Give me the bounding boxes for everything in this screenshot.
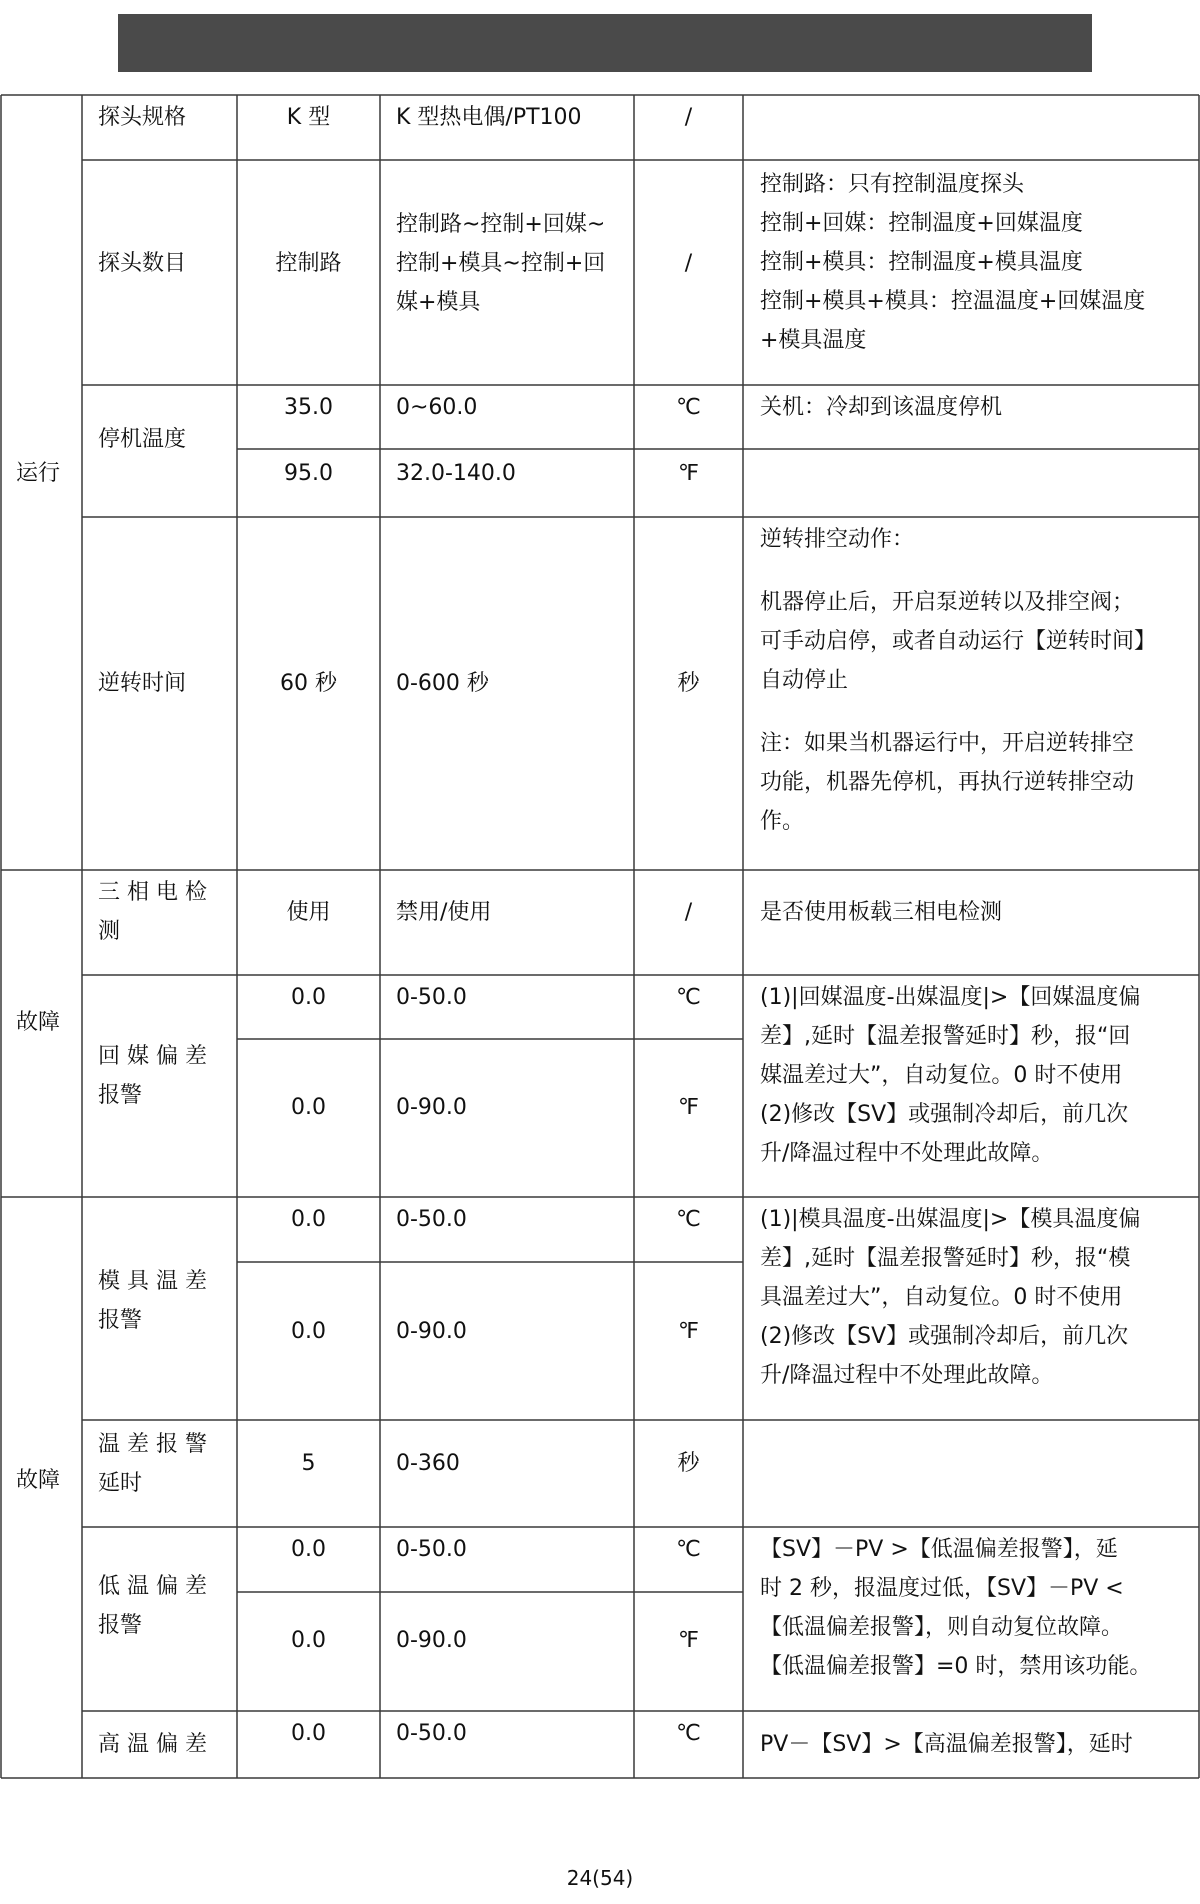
row-default: K 型: [286, 105, 331, 130]
row-default-celsius: 0.0: [291, 1721, 326, 1746]
row-unit-celsius: ℃: [676, 1721, 701, 1746]
row-name: 三 相 电 检 测: [98, 880, 207, 944]
row-default: 控制路: [275, 251, 342, 276]
row-unit: /: [684, 105, 693, 130]
row-unit: /: [684, 900, 693, 925]
row-description: 是否使用板载三相电检测: [760, 900, 1003, 925]
row-description: 逆转排空动作： 机器停止后，开启泵逆转以及排空阀； 可手动启停，或者自动运行【逆转时间】 自动停止 注：如果当机器运行中，开启逆转排空 功能，机器先停机，再执行逆转排空动 作。: [760, 527, 1157, 834]
row-name: 温 差 报 警 延时: [98, 1432, 207, 1496]
row-description: 关机：冷却到该温度停机: [760, 395, 1003, 420]
row-unit: 秒: [677, 1451, 700, 1476]
row-range: 控制路~控制+回媒~ 控制+模具~控制+回 媒+模具: [396, 212, 606, 315]
row-range: 0-600 秒: [396, 671, 489, 696]
row-range-fahrenheit: 0-90.0: [396, 1095, 467, 1120]
row-unit: 秒: [677, 671, 700, 696]
row-name: 停机温度: [98, 427, 187, 452]
row-description: PV－【SV】>【高温偏差报警】，延时: [760, 1732, 1133, 1757]
row-name: 探头数目: [98, 251, 187, 276]
row-range-fahrenheit: 0-90.0: [396, 1628, 467, 1653]
row-default: 5: [301, 1451, 316, 1476]
page-number: 24(54): [566, 1866, 634, 1890]
row-default-celsius: 35.0: [284, 395, 333, 420]
row-default-fahrenheit: 95.0: [284, 461, 333, 486]
row-default-celsius: 0.0: [291, 1537, 326, 1562]
row-range-celsius: 0-50.0: [396, 1537, 467, 1562]
row-unit-celsius: ℃: [676, 985, 701, 1010]
row-default: 60 秒: [280, 671, 337, 696]
row-range-celsius: 0-50.0: [396, 985, 467, 1010]
row-default-celsius: 0.0: [291, 985, 326, 1010]
row-default-celsius: 0.0: [291, 1207, 326, 1232]
row-name: 模 具 温 差 报警: [98, 1269, 207, 1333]
row-default-fahrenheit: 0.0: [291, 1628, 326, 1653]
row-range: 禁用/使用: [396, 900, 492, 925]
row-unit-celsius: ℃: [676, 1537, 701, 1562]
row-range-fahrenheit: 0-90.0: [396, 1319, 467, 1344]
row-unit: /: [684, 251, 693, 276]
row-default-fahrenheit: 0.0: [291, 1319, 326, 1344]
row-unit-celsius: ℃: [676, 395, 701, 420]
row-range-celsius: 0-50.0: [396, 1721, 467, 1746]
row-name: 高 温 偏 差: [98, 1732, 207, 1757]
row-name: 回 媒 偏 差 报警: [98, 1044, 207, 1108]
row-description: 【SV】－PV >【低温偏差报警】，延 时 2 秒，报温度过低，【SV】－PV < 【低温偏差报警】，则自动复位故障。 【低温偏差报警】=0 时，禁用该功能。: [760, 1537, 1152, 1679]
group-run: 运行: [16, 461, 61, 486]
row-range-celsius: 0-50.0: [396, 1207, 467, 1232]
group-fault-1: 故障: [16, 1010, 61, 1035]
group-fault-2: 故障: [16, 1468, 61, 1493]
row-name: 低 温 偏 差 报警: [98, 1574, 207, 1638]
row-name: 探头规格: [98, 105, 187, 130]
row-range-fahrenheit: 32.0-140.0: [396, 461, 516, 486]
row-description: 控制路：只有控制温度探头 控制+回媒：控制温度+回媒温度 控制+模具：控制温度+模具温度 控制+模具+模具：控温温度+回媒温度 +模具温度: [760, 172, 1146, 353]
row-unit-fahrenheit: ℉: [678, 1628, 699, 1653]
row-description: (1)|模具温度-出媒温度|>【模具温度偏 差】,延时【温差报警延时】秒，报“模 具温差过大”，自动复位。0 时不使用 (2)修改【SV】或强制冷却后，前几次 升/降温过程中不处理此故障。: [760, 1207, 1141, 1388]
row-name: 逆转时间: [98, 671, 187, 696]
row-range: K 型热电偶/PT100: [396, 105, 582, 130]
row-range: 0-360: [396, 1451, 460, 1476]
row-default: 使用: [286, 900, 331, 925]
row-unit-fahrenheit: ℉: [678, 1319, 699, 1344]
row-range-celsius: 0~60.0: [396, 395, 478, 420]
row-unit-celsius: ℃: [676, 1207, 701, 1232]
row-unit-fahrenheit: ℉: [678, 1095, 699, 1120]
row-unit-fahrenheit: ℉: [678, 461, 699, 486]
row-description: (1)|回媒温度-出媒温度|>【回媒温度偏 差】,延时【温差报警延时】秒，报“回 媒温差过大”，自动复位。0 时不使用 (2)修改【SV】或强制冷却后，前几次 升/降温过程中不处理此故障。: [760, 985, 1141, 1166]
row-default-fahrenheit: 0.0: [291, 1095, 326, 1120]
